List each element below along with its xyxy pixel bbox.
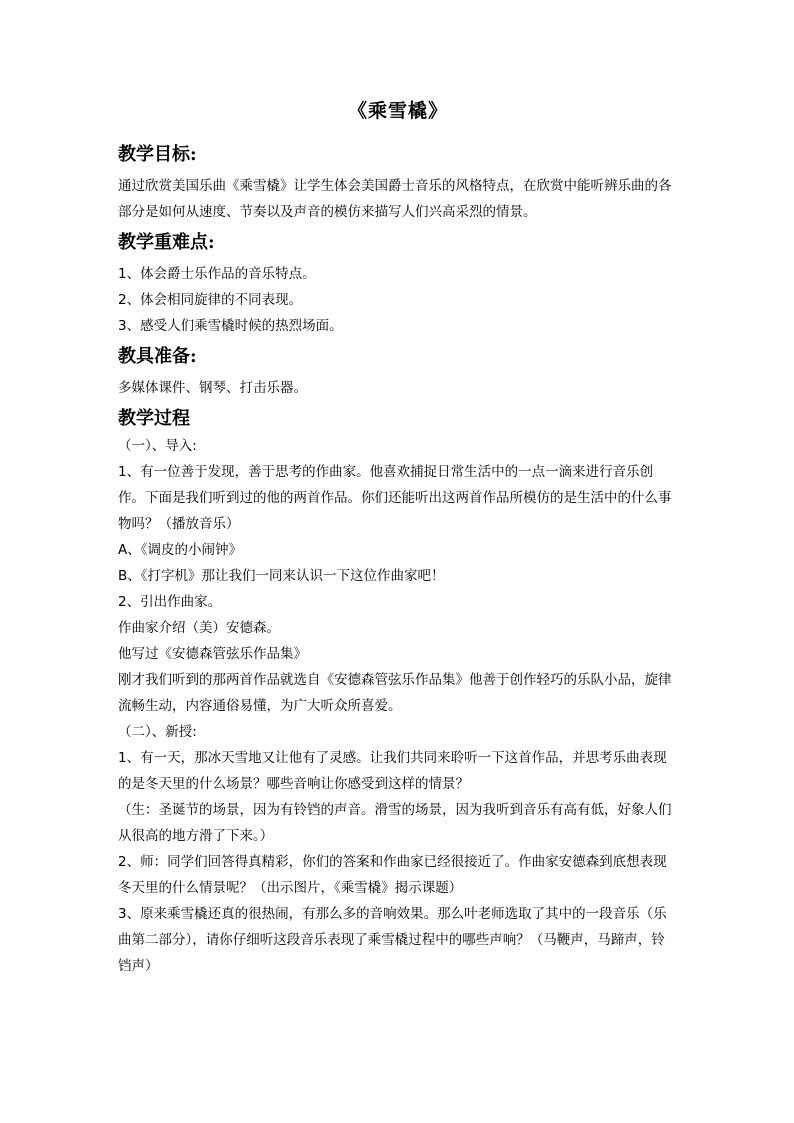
process-paragraph: 2、师：同学们回答得真精彩，你们的答案和作曲家已经很接近了。作曲家安德森到底想表现冬天里的什么情景呢？（出示图片，《乘雪橇》揭示课题）: [118, 854, 667, 896]
document-body: [118, 96, 678, 979]
process-paragraph: （生：圣诞节的场景，因为有铃铛的声音。滑雪的场景，因为我听到音乐有高有低，好象人们从很高的地方滑了下来。）: [118, 802, 672, 844]
key-point-1: 1、体会爵士乐作品的音乐特点。: [118, 266, 316, 282]
goal-text: 通过欣赏美国乐曲《乘雪橇》让学生体会美国爵士音乐的风格特点，在欣赏中能听辨乐曲的各部分是如何从速度、节奏以及声音的模仿来描写人们兴高采烈的情景。: [118, 178, 672, 220]
prep-text: 多媒体课件、钢琴、打击乐器。: [118, 380, 307, 396]
key-point-3: 3、感受人们乘雪橇时候的热烈场面。: [118, 318, 343, 334]
goal-heading: 教学目标:: [118, 144, 197, 165]
process-paragraph: 3、原来乘雪橇还真的很热闹，有那么多的音响效果。那么叶老师选取了其中的一段音乐（乐曲第二部分），请你仔细听这段音乐表现了乘雪橇过程中的哪些声响？（马鞭声，马蹄声，铃铛声）: [118, 906, 667, 974]
prep-heading: 教具准备:: [118, 346, 197, 367]
process-paragraph: A、《调皮的小闹钟》: [118, 542, 242, 558]
process-paragraph: （二）、新授:: [118, 724, 197, 740]
process-paragraph: 1、有一天，那冰天雪地又让他有了灵感。让我们共同来聆听一下这首作品，并思考乐曲表现的是冬天里的什么场景？哪些音响让你感受到这样的情景？: [118, 750, 667, 792]
process-paragraph: 他写过《安德森管弦乐作品集》: [118, 646, 307, 662]
process-heading: 教学过程: [118, 408, 190, 429]
key-point-2: 2、体会相同旋律的不同表现。: [118, 292, 303, 308]
key-heading: 教学重难点:: [118, 232, 215, 253]
process-paragraph: 1、有一位善于发现，善于思考的作曲家。他喜欢捕捉日常生活中的一点一滴来进行音乐创作。下面是我们听到过的他的两首作品。你们还能听出这两首作品所模仿的是生活中的什么事物吗？（播放音乐）: [118, 464, 672, 532]
process-paragraph: B、《打字机》那让我们一同来认识一下这位作曲家吧！: [118, 568, 445, 584]
process-paragraph: 作曲家介绍（美）安德森。: [118, 620, 280, 636]
process-paragraph: 2、引出作曲家。: [118, 594, 222, 610]
process-paragraph: （一）、导入:: [118, 438, 197, 454]
process-paragraph: 刚才我们听到的那两首作品就选自《安德森管弦乐作品集》他善于创作轻巧的乐队小品，旋律流畅生动，内容通俗易懂，为广大听众所喜爱。: [118, 672, 672, 714]
document-title: 《乘雪橇》: [347, 100, 448, 122]
